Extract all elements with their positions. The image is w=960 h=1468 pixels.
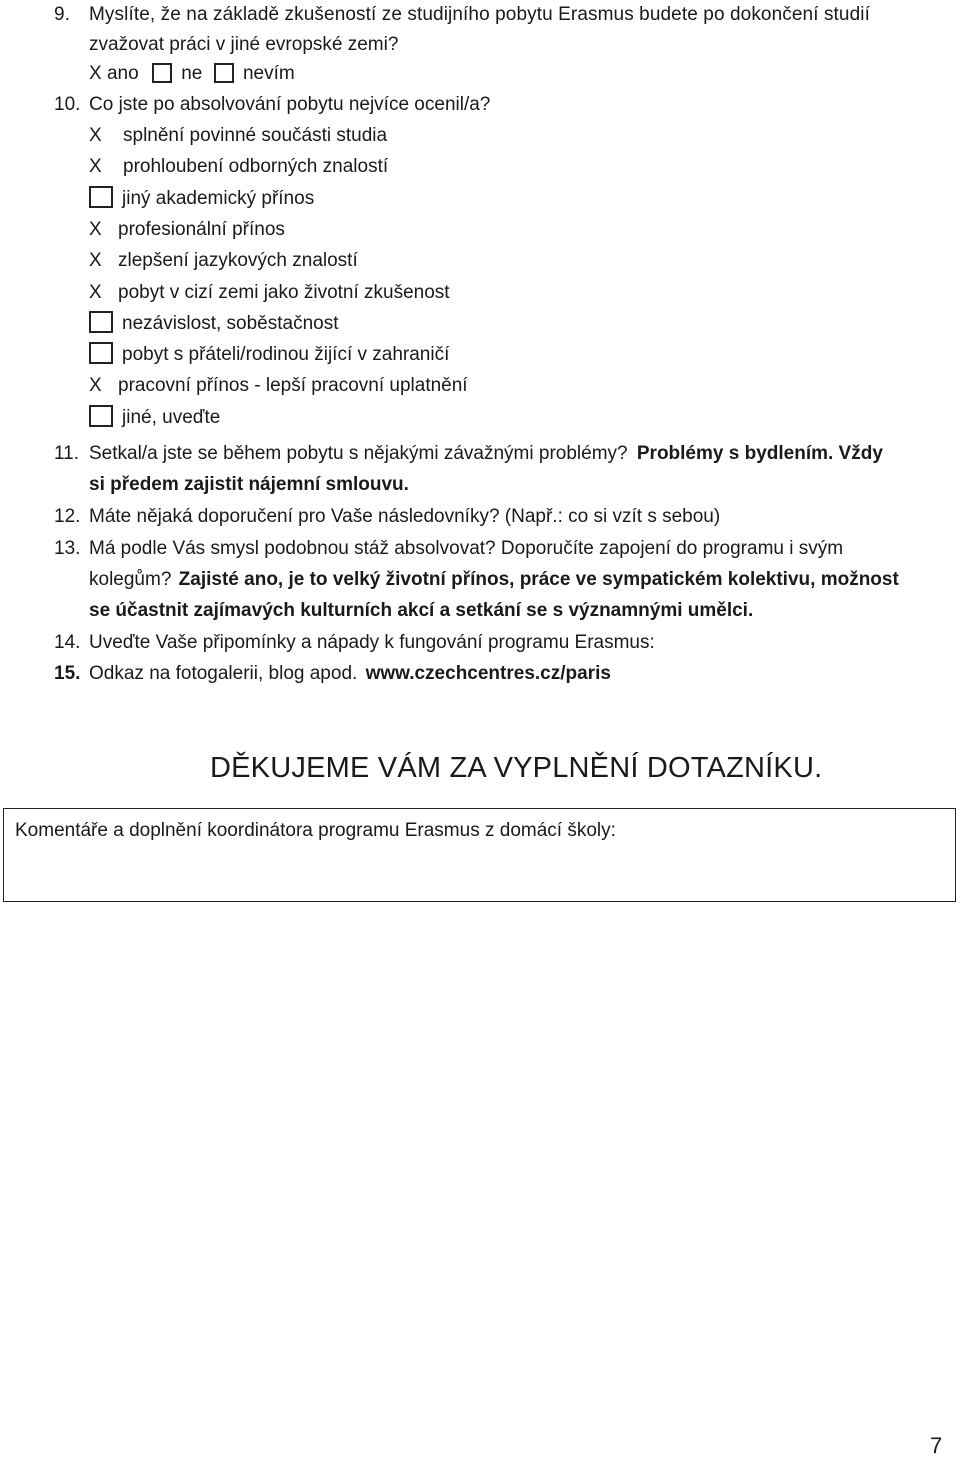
q13-text-line1: Má podle Vás smysl podobnou stáž absolvovat? Doporučíte zapojení do programu i svým: [89, 538, 844, 559]
checkbox-square-icon: [89, 186, 113, 208]
checkbox-empty[interactable]: [89, 405, 115, 431]
q10-option-label: prohloubení odborných znalostí: [123, 156, 389, 177]
q10-option-label: pobyt v cizí zemi jako životní zkušenost: [118, 282, 450, 303]
thanks-heading: DĚKUJEME VÁM ZA VYPLNĚNÍ DOTAZNÍKU.: [210, 752, 823, 784]
checkbox-square-icon: [89, 311, 113, 333]
checkbox-empty[interactable]: [89, 311, 115, 337]
q15-number: 15.: [54, 663, 81, 684]
q11-text: Setkal/a jste se během pobytu s nějakými závažnými problémy?: [89, 443, 628, 464]
q14-text: Uveďte Vaše připomínky a nápady k fungování programu Erasmus:: [89, 632, 655, 653]
q13-number: 13.: [54, 538, 81, 559]
q10-option-label: zlepšení jazykových znalostí: [118, 250, 358, 271]
checkbox-empty[interactable]: [89, 186, 115, 212]
q9-mark-ano: X: [89, 63, 102, 84]
checkbox-checked-mark[interactable]: X: [89, 125, 102, 146]
q9-answers: [89, 61, 295, 87]
q11-number: 11.: [54, 443, 80, 464]
q9-text-line2: zvažovat práci v jiné evropské zemi?: [89, 34, 399, 55]
checkbox-checked-mark[interactable]: X: [89, 282, 102, 303]
q15-link[interactable]: www.czechcentres.cz/paris: [365, 663, 611, 684]
q15-text: Odkaz na fotogalerii, blog apod.: [89, 663, 358, 684]
checkbox-square-icon: [89, 342, 113, 364]
coordinator-comment-label: Komentáře a doplnění koordinátora programu Erasmus z domácí školy:: [15, 820, 616, 841]
q9-checkbox-ne[interactable]: [152, 63, 172, 83]
q9-ano-label: ano: [106, 63, 139, 84]
q13-line2: [89, 567, 899, 593]
page-number: 7: [930, 1433, 943, 1458]
q10-option-label: jiné, uveďte: [122, 407, 221, 428]
q12-number: 12.: [54, 506, 81, 527]
q11-line1: [89, 441, 883, 467]
checkbox-checked-mark[interactable]: X: [89, 375, 102, 396]
q10-option-label: profesionální přínos: [118, 219, 285, 240]
q10-option-label: splnění povinné součásti studia: [123, 125, 388, 146]
q10-option-label: pobyt s přáteli/rodinou žijící v zahraničí: [122, 344, 450, 365]
q9-checkbox-nevim[interactable]: [214, 63, 234, 83]
q9-text-line1: Myslíte, že na základě zkušeností ze studijního pobytu Erasmus budete po dokončení studií: [89, 4, 870, 25]
q9-nevim-label: nevím: [242, 63, 295, 84]
q13-text-line2: kolegům?: [89, 569, 172, 590]
q10-option-label: pracovní přínos - lepší pracovní uplatnění: [118, 375, 468, 396]
q11-answer-line1: Problémy s bydlením. Vždy: [636, 443, 883, 464]
q9-ne-label: ne: [181, 63, 203, 84]
q10-option-label: jiný akademický přínos: [122, 188, 315, 209]
q10-number: 10.: [54, 94, 81, 115]
q14-number: 14.: [54, 632, 81, 653]
checkbox-empty[interactable]: [89, 342, 115, 368]
checkbox-square-icon: [89, 405, 113, 427]
checkbox-checked-mark[interactable]: X: [89, 250, 102, 271]
checkbox-checked-mark[interactable]: X: [89, 156, 102, 177]
q10-text: Co jste po absolvování pobytu nejvíce ocenil/a?: [89, 94, 491, 115]
coordinator-comment-box[interactable]: [3, 808, 956, 902]
checkbox-checked-mark[interactable]: X: [89, 219, 102, 240]
q9-number: 9.: [54, 4, 70, 25]
q12-text: Máte nějaká doporučení pro Vaše následovníky? (Např.: co si vzít s sebou): [89, 506, 721, 527]
q10-option-label: nezávislost, soběstačnost: [122, 313, 339, 334]
q13-answer-line2: Zajisté ano, je to velký životní přínos, práce ve sympatickém kolektivu, možnost: [178, 569, 899, 590]
q11-answer-line2: si předem zajistit nájemní smlouvu.: [89, 474, 409, 495]
q15-line: [89, 661, 611, 687]
q13-answer-line3: se účastnit zajímavých kulturních akcí a setkání se s významnými umělci.: [89, 600, 754, 621]
